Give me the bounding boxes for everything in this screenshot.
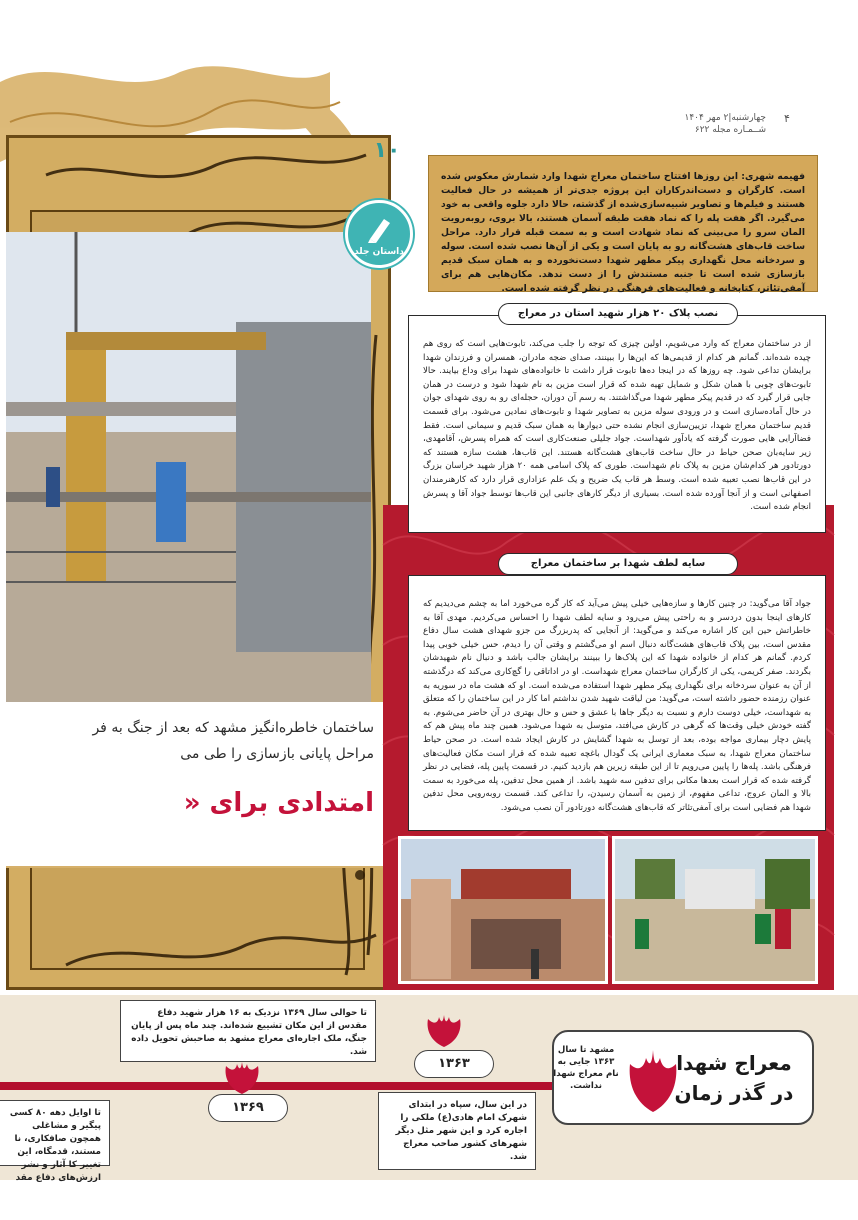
date-line: چهارشنبه|۲ مهر ۱۴۰۴ <box>684 113 766 123</box>
tulip-1369-icon <box>222 1062 262 1096</box>
article-plaques-text: از در ساختمان معراج که وارد می‌شویم، اولین چیزی که توجه را جلب می‌کند، تابوت‌هایی است که روی هم چیده شده‌اند. گمانم هر کدام از قدیمی‌ها که این‌ها را ببینند، صدای ضجه مادران، همسران و فرزندان شهدا برایشان تداعی شود. چه روزها که در اینجا ده‌ها تابوت قرار داشت تا خانواده‌های شهدا برای وداع بیایند. حالا تابوت‌های چوبی با همان شکل و شمایل تهیه شده که قرار است مزین به نام شهدا شود و درست در همان جایی قرار گیرد که در قدیم پیکر مطهر شهدا می‌گذاشتند. به رسم آن دوران، حجله‌ای رو به روی شهدای جوان در حال آماده‌سازی است و در ورودی سوله مزین به تصاویر شهدا و تابوت‌های نمادین می‌شود. برای قسمت قدیم ساختمان معراج شهدا، تزیین‌سازی انجام نشده حتی دیوارها به همان سبک قدیم و سیمانی است. فقط فضاآرایی هایی صورت گرفته که یادآور شهداست. جواد جلیلی صنعت‌کاری است که همراه پسرش، آقامهدی، زیر سایه‌بان صحن حیاط در حال ساخت قاب‌های هشت‌گانه هستند. این قاب‌ها، هشت سازه هستند که دورتادور هر کدام‌شان مزین به پلاک نام شهداست. طوری که پلاک اسامی همه ۲۰ هزار شهید خراسان بزرگ در این قاب‌ها نصب تعبیه شده است. وسط هر قاب یک ضریح و یک علم عزاداری قرار دارد که کارهنرمندان اصفهانی است و از آنجا آورده شده است. بسیاری از دیگر کارهای جانبی این قاب‌ها توسط جواد آقا و پسرش انجام شده است. <box>423 339 811 513</box>
note-1380s: تا اوایل دهه ۸۰ کسی پیگیر و مشاغلی همچون صافکاری، نا مستند، قدمگاه، این تغییر کا آثار و نشر ارزش‌های دفاع مقد <box>0 1100 110 1166</box>
article-martyrs-grace <box>408 575 826 831</box>
lead-text: فهیمه شهری: این روزها افتتاح ساختمان معراج شهدا وارد شمارش معکوس شده است. کارگران و دست‌اندرکاران این پروژه جدی‌تر از همیشه در حال فعالیت هستند و فیلم‌ها و تصاویر شبیه‌سازی‌شده از گذشته، حالا دارد جلوه واقعی به خود می‌گیرد. اگر هفت پله را که نماد هفت طبقه آسمان هستند، بالا بروی، روبه‌رویت المان سرو را می‌بینی که نماد شهادت است و به سمت قبله قرار دارد. مراحل ساخت قاب‌های هشت‌گانه رو به پایان است و یکی از آن‌ها نصب شده است. سوله و سردخانه محل نگهداری پیکر مطهر شهدا دست‌نخورده و به همان سبک قدیم بازسازی شده است تا جنبه مستندش را از دست ندهد. مکان‌هایی هم برای آمفی‌تئاتر، کتابخانه و فعالیت‌های فرهنگی در نظر گرفته شده است. <box>441 171 805 294</box>
timeline-line <box>0 1082 560 1090</box>
hero-headline: امتدادی برای « <box>183 788 374 818</box>
article-martyrs-grace-text: جواد آقا می‌گوید: در چنین کارها و سازه‌هایی خیلی پیش می‌آید که کار گره می‌خورد اما به چشم می‌دیدیم که کارهای اینجا بدون دردسر و به راحتی پیش می‌رود و سایه لطف شهدا را احساس می‌کردیم. مهدی آقا به خاطراتش حین این کار اشاره می‌کند و می‌گوید: از آنجایی که پدربزرگ من جزو شهدای هشت سال دفاع مقدس است، بین پلاک قاب‌های هشت‌گانه دنبال اسم او می‌گشتم و وقتی آن را دیدم، حس خیلی خوبی پیدا کردم. گمانم هر کدام از خانواده شهدا که این پلاک‌ها را ببینند برایشان جالب باشد و دنبال نام شهیدشان بگردند. صفر کریمی، یکی از کارگران ساختمان معراج شهداست. او در اداتاقی را گچ‌کاری می‌کند که درگذشته از آن به عنوان سردخانه برای نگهداری پیکر مطهر شهدا استفاده می‌شده است. او که هشت ماه در سوریه به عنوان رزمنده حضور داشته است، می‌گوید: من لیاقت شهید شدن نداشتم اما کار در این ساختمان را که متعلق به شهداست، خیلی دوست دارم و نسبت به دیگر جاها با عشق و حس و حال بهتری در آن حاضر می‌شوم. به گفته خودش خیلی وقت‌ها که گرهی در کارش می‌افتد، متوسل به شهدا می‌شود. همین چند ماه پیش هم که پایش دچار بیماری مواجه بوده، بعد از توسل به شهدا گشایش در کارش ایجاد شده است. در صحن حیاط ساختمان معراج شهدا، به سبک معماری ایرانی یک گودال باغچه تعبیه شده که قرار است مکان فعالیت‌های فرهنگی باشد. پله‌ها را پایین می‌رویم تا از این طبقه زیرین هم بازدید کنیم. در قسمت پایین پله، فضایی در نظر گرفته شده که قرار است بعدها مکانی برای تدفین سه شهید باشد. از همین محل تدفین، پله می‌خورد به سمت بالا و المان عروج، تداعی مفهوم، از زمین به آسمان رسیدن، را تداعی کند. قسمت روبه‌رویی محل تدفین شهدا هم فضایی است برای آمفی‌تئاتر که قاب‌های هشت‌گانه دورتادور آن نصب می‌شود. <box>423 599 811 813</box>
pencil-icon <box>348 209 410 249</box>
building-front-photo <box>398 836 608 984</box>
issue-line: شــمـاره مجله ۶۲۲ <box>694 125 766 135</box>
timeline-title-card <box>552 1030 814 1125</box>
tulip-icon <box>624 1042 682 1114</box>
construction-photo <box>6 232 371 702</box>
timeline-title-line1: معراج شهدا <box>676 1051 792 1075</box>
article-martyrs-grace-title: سایه لطف شهدا بر ساختمان معراج <box>498 553 738 575</box>
caption-line-2: مراحل پایانی بازسازی را طی می <box>180 746 374 762</box>
page-number: ۴ <box>784 112 790 125</box>
page-badge-number: ۱۰ <box>373 138 401 163</box>
courtyard-photo <box>612 836 818 984</box>
story-badge <box>345 200 413 268</box>
timeline-card-note: مشهد تا سال ۱۳۶۳ جایی به نام معراج شهدا نداشت. <box>553 1045 619 1091</box>
article-plaques-title: نصب پلاک ۲۰ هزار شهید استان در معراج <box>498 303 738 325</box>
note-1363: در این سال، سپاه در ابتدای شهرک امام هادی(ع) ملکی را اجاره کرد و این شهر مثل دیگر شهرهای کشور صاحب معراج شد. <box>378 1092 536 1170</box>
issue-meta <box>676 112 766 136</box>
note-1369: تا حوالی سال ۱۳۶۹ نزدیک به ۱۶ هزار شهید دفاع مقدس از این مکان تشییع شده‌اند. چند ماه پس از پایان جنگ، ملک اجاره‌ای معراج مشهد به صاحبش تحویل داده شد. <box>120 1000 376 1062</box>
timeline-title <box>674 1048 794 1108</box>
tulip-1363-icon <box>424 1015 464 1049</box>
story-label: داستان جلد <box>354 247 404 257</box>
year-1369: ۱۳۶۹ <box>208 1094 288 1122</box>
hero-caption <box>6 702 390 868</box>
article-plaques <box>408 315 826 533</box>
year-1363: ۱۳۶۳ <box>414 1050 494 1078</box>
caption-line-1: ساختمان خاطره‌انگیز مشهد که بعد از جنگ به فر <box>92 720 374 736</box>
timeline-title-line2: در گذر زمان <box>674 1081 794 1105</box>
lead-box <box>428 155 818 292</box>
